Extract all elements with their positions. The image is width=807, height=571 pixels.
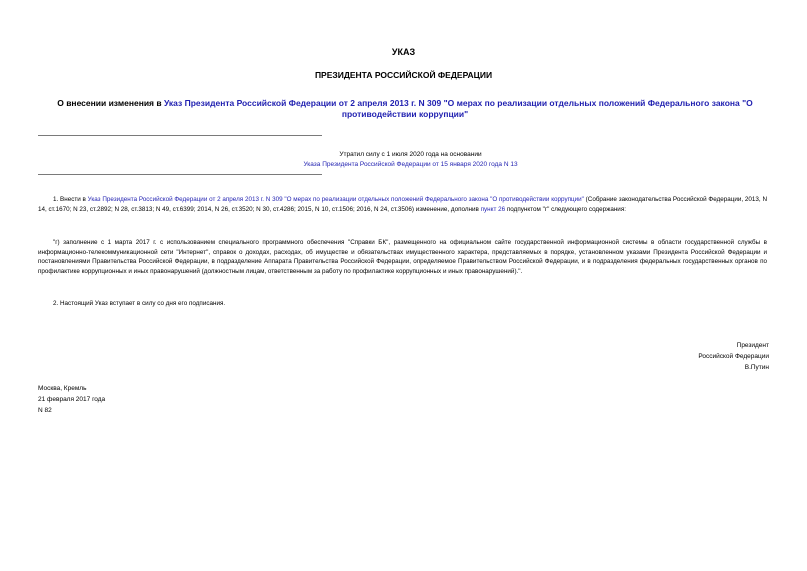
p1-clause-link[interactable]: пункт 26 [480,205,506,213]
status-text: Утратил силу с 1 июля 2020 года на основании [339,151,482,158]
place-city: Москва, Кремль [38,385,87,392]
paragraph-1 [38,195,767,214]
signature-block [698,340,769,373]
signature-org: Российской Федерации [698,353,769,360]
place-date: 21 февраля 2017 года [38,396,106,403]
p1-prefix: 1. Внести в [53,196,88,203]
signature-title: Президент [736,342,769,349]
divider-top [38,135,322,136]
p1-suffix: подпунктом "г" следующего содержания: [505,205,626,213]
title-decree-link[interactable]: Указ Президента Российской Федерации от 2 апреля 2013 г. N 309 "О мерах по реализации отдельных положений Федерального закона "О противодействии коррупции" [163,98,753,119]
document-title [40,98,770,120]
paragraph-2: "г) заполнение с 1 марта 2017 г. с использованием специального программного обеспечения "Справки БК", размещенного на официальном сайте государственной информационной системы в области государственной службы в информационно-телекоммуникационной сети "Интернет", справок о доходах, расходах, об имуществе и обязательствах имущественного характера, представляемых в порядке, установленном указами Президента Российской Федерации и постановлениями Правительства Российской Федерации, в подразделение Аппарата Правительства Российской Федерации, определяемое Правительством Российской Федерации, и в подразделения федеральных государственных органов по профилактике коррупционных и иных правонарушений (должностным лицам, ответственным за работу по профилактике коррупционных и иных правонарушений).". [38,239,767,275]
issuer-heading: ПРЕЗИДЕНТА РОССИЙСКОЙ ФЕДЕРАЦИИ [314,70,493,80]
status-note [0,150,807,170]
paragraph-3: 2. Настоящий Указ вступает в силу со дня его подписания. [53,300,226,307]
p1-decree-link[interactable]: Указ Президента Российской Федерации от 2 апреля 2013 г. N 309 "О мерах по реализации отдельных положений Федерального закона "О противодействии коррупции" [87,196,584,203]
title-prefix: О внесении изменения в [57,98,164,108]
place-date-block [38,383,105,416]
p1-middle: (Собрание законодательства Российской Федерации, 2013, N 14, ст.1670; N 23, ст.2892; N 28, ст.3813; N 49, ст.6399; 2014, N 26, ст.3520; N 30, ст.4286; 2015, N 10, ст.1506; 2016, N 24, ст.3506) изменение, дополнив [38,196,767,213]
status-decree-link[interactable]: Указа Президента Российской Федерации от 15 января 2020 года N 13 [303,161,518,168]
divider-bottom [38,174,322,175]
place-number: N 82 [38,407,52,414]
doc-type-heading: УКАЗ [391,47,416,57]
signature-name: В.Путин [744,364,769,371]
